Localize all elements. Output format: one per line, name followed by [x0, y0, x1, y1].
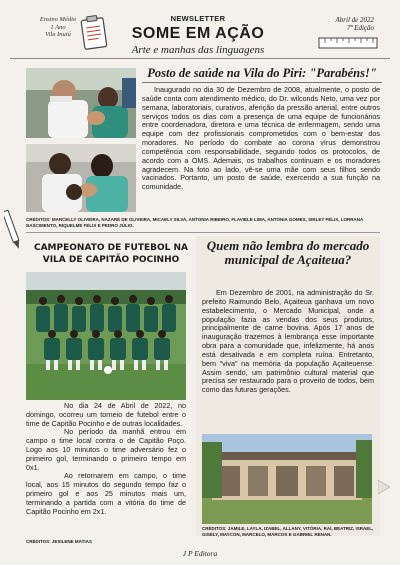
story3-credits: CRÉDITOS: JAMILE, LAYLA, IZABEL, ALLANY, VITÓRIA, RAÍ, BEATRIZ, ISRAEL, GISELY, MAYCON, MARCELO, MARCOS E GABRIEL RENAN. — [202, 526, 374, 537]
issue-info — [304, 16, 374, 32]
newsletter-kicker: NEWSLETTER — [170, 14, 226, 23]
photo-municipal-market — [202, 434, 372, 524]
clipboard-icon — [80, 14, 108, 50]
newsletter-title: SOME EM AÇÃO — [131, 25, 265, 42]
publisher-footer: J P Editora — [182, 549, 218, 558]
story2-paragraph: No dia 24 de Abril de 2022, no domingo, ocorreu um torneio de futebol entre o time de Capitão Pocinho e de outras localidades. — [26, 401, 186, 428]
masthead — [108, 14, 288, 56]
newsletter-subtitle: Arte e manhas das linguagens — [131, 44, 265, 56]
story1-headline-rule — [142, 82, 382, 83]
issue-date: Abril de 2022 — [335, 16, 374, 24]
school-grade: 1 Ano — [50, 23, 66, 31]
section-divider — [26, 232, 380, 233]
story1-credits: CRÉDITOS: MARCELLY OLIVEIRA, NAZARÉ DE OLIVEIRA, MICAELY SILVA, ANTONIA RIBEIRO, FLAVIELE LIMA, ANTONIA GOMES, SIRLEY FÉLIX, LORRANA NASCIMENTO, RIQUELME FÉLIX E PEDRO JÚLIO. — [26, 217, 364, 228]
story3-headline: Quem não lembra do mercado municipal de Açaiteua? — [206, 238, 370, 267]
issue-edition: 7ª Edição — [346, 24, 374, 32]
story2-body — [26, 402, 186, 516]
story2-credits: CRÉDITOS: JESILENE MATIAS — [26, 539, 92, 544]
header-divider — [10, 58, 390, 59]
story1-headline: Posto de saúde na Vila do Piri: "Parabéns!" — [147, 66, 377, 80]
arrow-right-icon — [378, 480, 390, 494]
story2-headline: CAMPEONATO DE FUTEBOL NA VILA DE CAPITÃO POCINHO — [33, 243, 188, 265]
school-location: Vila Inuiú — [45, 31, 71, 38]
photo-health-post-vaccination — [26, 68, 136, 138]
story2-paragraph: No período da manhã entrou em campo o time local contra o de Capitão Poço. Logo aos 10 minutos o time adversário fez o primeiro gol, terminando o primeiro tempo em 0x1. — [26, 427, 186, 472]
pencil-icon — [4, 208, 20, 252]
story1-body: Inaugurado no dia 30 de Dezembro de 2008, atualmente, o posto de saúde conta com atendimento médico, do Dr. wilconds Neto, uma vez por semana, laboratoriais, curativos, aferição da pressão arterial, entre outros serviços todos os dias com a presença de uma equipe de funcionários entre coordenadora, diretora e uma técnica de enfermagem, sendo uma equipe com dez profissionais comprometidos com o bem-estar dos moradores. No período do combate ao corona vírus demonstrou competência com responsabilidade, seguindo todos os protocolos, de acordo com a OMS. Ademais, os trabalhos continuam e os moradores agradecem. Na foto ao lado, vê-se uma mãe com seus filhos sendo vacinados. Portanto, um posto de saúde, exercendo a sua função na comunidade. — [142, 85, 380, 192]
photo-football-team — [26, 272, 186, 400]
school-info — [28, 16, 88, 39]
photo-mother-children-vaccinated — [26, 144, 136, 212]
story3-body: Em Dezembro de 2001, na administração do Sr. prefeito Raimundo Belo, Açaiteua ganhava um novo estabelecimento, o Mercado Municipal, onde a população fazia as vendas dos seus produtos, principalmente de carne bovina. Após 17 anos de inauguração trazemos à lembrança esse importante obra para a comunidade que, infelizmente, há anos está desativada e em completa ruína. Entretanto, bem "viva" na memória da população Açaiteuense. Assim sendo, um patrimônio cultural material que precisa ser restaurado para o proveito de todos, bem como das futuras gerações. — [202, 288, 374, 395]
ruler-icon — [318, 36, 378, 50]
story2-paragraph: Ao retornarem em campo, o time local, aos 15 minutos do segundo tempo faz o primeiro gol e aos 25 minutos mais um, terminando a partida com a vitória do time de Capitão Pocinho em 2x1. — [26, 471, 186, 516]
school-level: Ensino Médio — [39, 16, 77, 23]
